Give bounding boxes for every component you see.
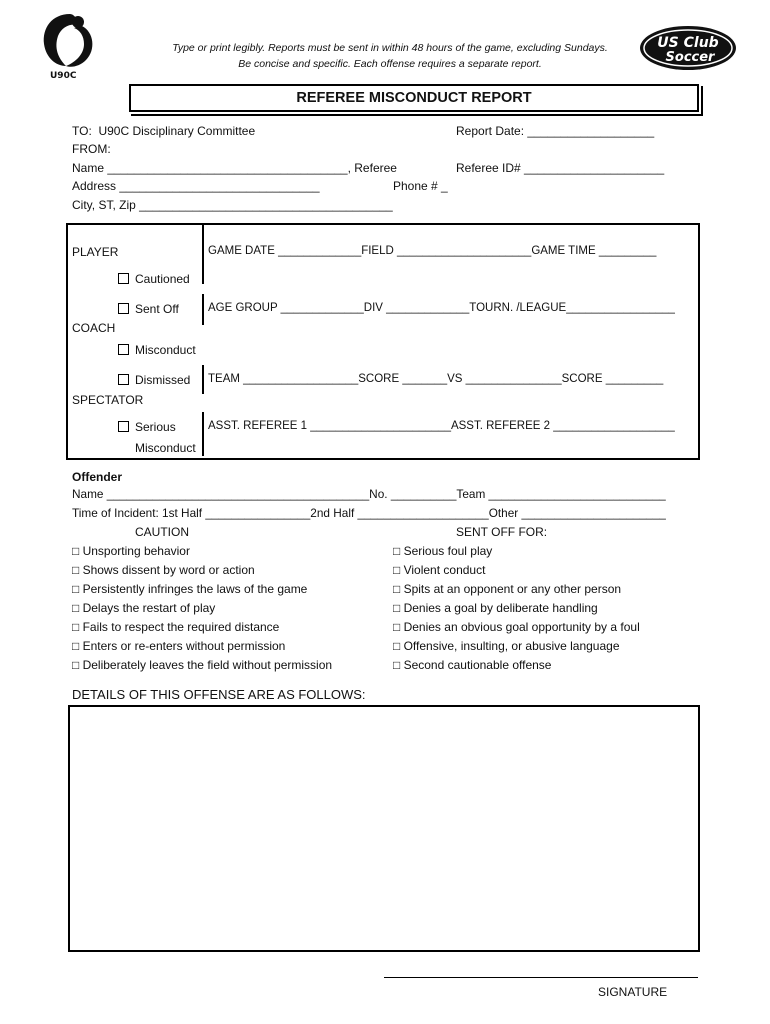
address-field[interactable]: Address ______________________________ [72,179,320,193]
caution-option[interactable]: □ Persistently infringes the laws of the game [72,582,308,596]
sent-off-option[interactable]: □ Serious foul play [393,544,493,558]
checkbox-icon [118,303,129,314]
right-logo-text-bottom: Soccer [665,50,715,65]
signature-line[interactable] [384,977,698,978]
spectator-label: SPECTATOR [72,393,144,407]
referee-id-field[interactable]: Referee ID# _____________________ [456,161,665,175]
city-state-zip-field[interactable]: City, ST, Zip ______________________________________ [72,198,393,212]
misconduct-label: Misconduct [135,343,196,357]
offender-name-field-row[interactable]: Name ________________________________________No. __________Team ___________________________ [72,487,666,501]
sent-off-label: Sent Off [135,302,179,316]
serious-label: Serious [135,420,176,434]
team-score-field-row[interactable]: TEAM __________________SCORE _______VS _______________SCORE _________ [208,373,664,385]
dismissed-checkbox[interactable] [118,374,190,386]
divider-2 [202,294,204,325]
offender-heading: Offender [72,470,123,484]
sent-off-option[interactable]: □ Spits at an opponent or any other person [393,582,622,596]
us-club-soccer-logo [638,24,738,72]
phone-field[interactable]: Phone # _ [393,179,448,193]
caution-heading: CAUTION [135,525,189,539]
details-textarea[interactable] [68,705,700,952]
divider-3 [202,365,204,394]
report-date-field[interactable]: Report Date: ___________________ [456,124,655,138]
divider-4 [202,412,204,456]
sent-off-option[interactable]: □ Violent conduct [393,563,486,577]
details-heading: DETAILS OF THIS OFFENSE ARE AS FOLLOWS: [72,687,366,702]
misconduct-checkbox[interactable] [118,344,196,356]
checkbox-icon [118,273,129,284]
caution-option[interactable]: □ Fails to respect the required distance [72,620,280,634]
sent-off-option[interactable]: □ Second cautionable offense [393,658,552,672]
divider-1 [202,225,204,284]
caution-option[interactable]: □ Shows dissent by word or action [72,563,255,577]
from-label: FROM: [72,142,111,156]
checkbox-icon [118,374,129,385]
sent-off-option[interactable]: □ Denies an obvious goal opportunity by a foul [393,620,640,634]
caution-option[interactable]: □ Delays the restart of play [72,601,216,615]
checkbox-icon [118,421,129,432]
assistant-referee-field-row[interactable]: ASST. REFEREE 1 ______________________ASST. REFEREE 2 ___________________ [208,420,675,432]
instruction-line-1: Type or print legibly. Reports must be sent in within 48 hours of the game, excluding Sundays. [172,42,608,54]
instruction-line-2: Be concise and specific. Each offense requires a separate report. [238,58,542,70]
sent-off-checkbox[interactable] [118,303,179,315]
left-logo-text: U90C [50,71,77,81]
sent-off-option[interactable]: □ Offensive, insulting, or abusive language [393,639,620,653]
game-date-field-row[interactable]: GAME DATE _____________FIELD _____________________GAME TIME _________ [208,245,657,257]
signature-label: SIGNATURE [598,985,668,999]
right-logo-text-top: US Club [657,35,719,51]
report-title: REFEREE MISCONDUCT REPORT [129,84,699,112]
to-line: TO: U90C Disciplinary Committee [72,124,256,138]
coach-label: COACH [72,321,116,335]
caution-option[interactable]: □ Enters or re-enters without permission [72,639,286,653]
sent-off-heading: SENT OFF FOR: [456,525,548,539]
serious-misconduct-checkbox[interactable] [118,421,176,433]
caution-option[interactable]: □ Deliberately leaves the field without permission [72,658,333,672]
cautioned-label: Cautioned [135,272,190,286]
player-label: PLAYER [72,245,119,259]
cautioned-checkbox[interactable] [118,273,190,285]
dismissed-label: Dismissed [135,373,191,387]
checkbox-icon [118,344,129,355]
time-of-incident-field-row[interactable]: Time of Incident: 1st Half ________________2nd Half ____________________Other ______________________ [72,506,666,520]
referee-name-field[interactable]: Name ____________________________________, Referee [72,161,397,175]
serious-misconduct-label: Misconduct [135,441,196,455]
caution-option[interactable]: □ Unsporting behavior [72,544,190,558]
age-group-field-row[interactable]: AGE GROUP _____________DIV _____________TOURN. /LEAGUE_________________ [208,302,675,314]
u90c-logo [36,10,104,82]
sent-off-option[interactable]: □ Denies a goal by deliberate handling [393,601,598,615]
